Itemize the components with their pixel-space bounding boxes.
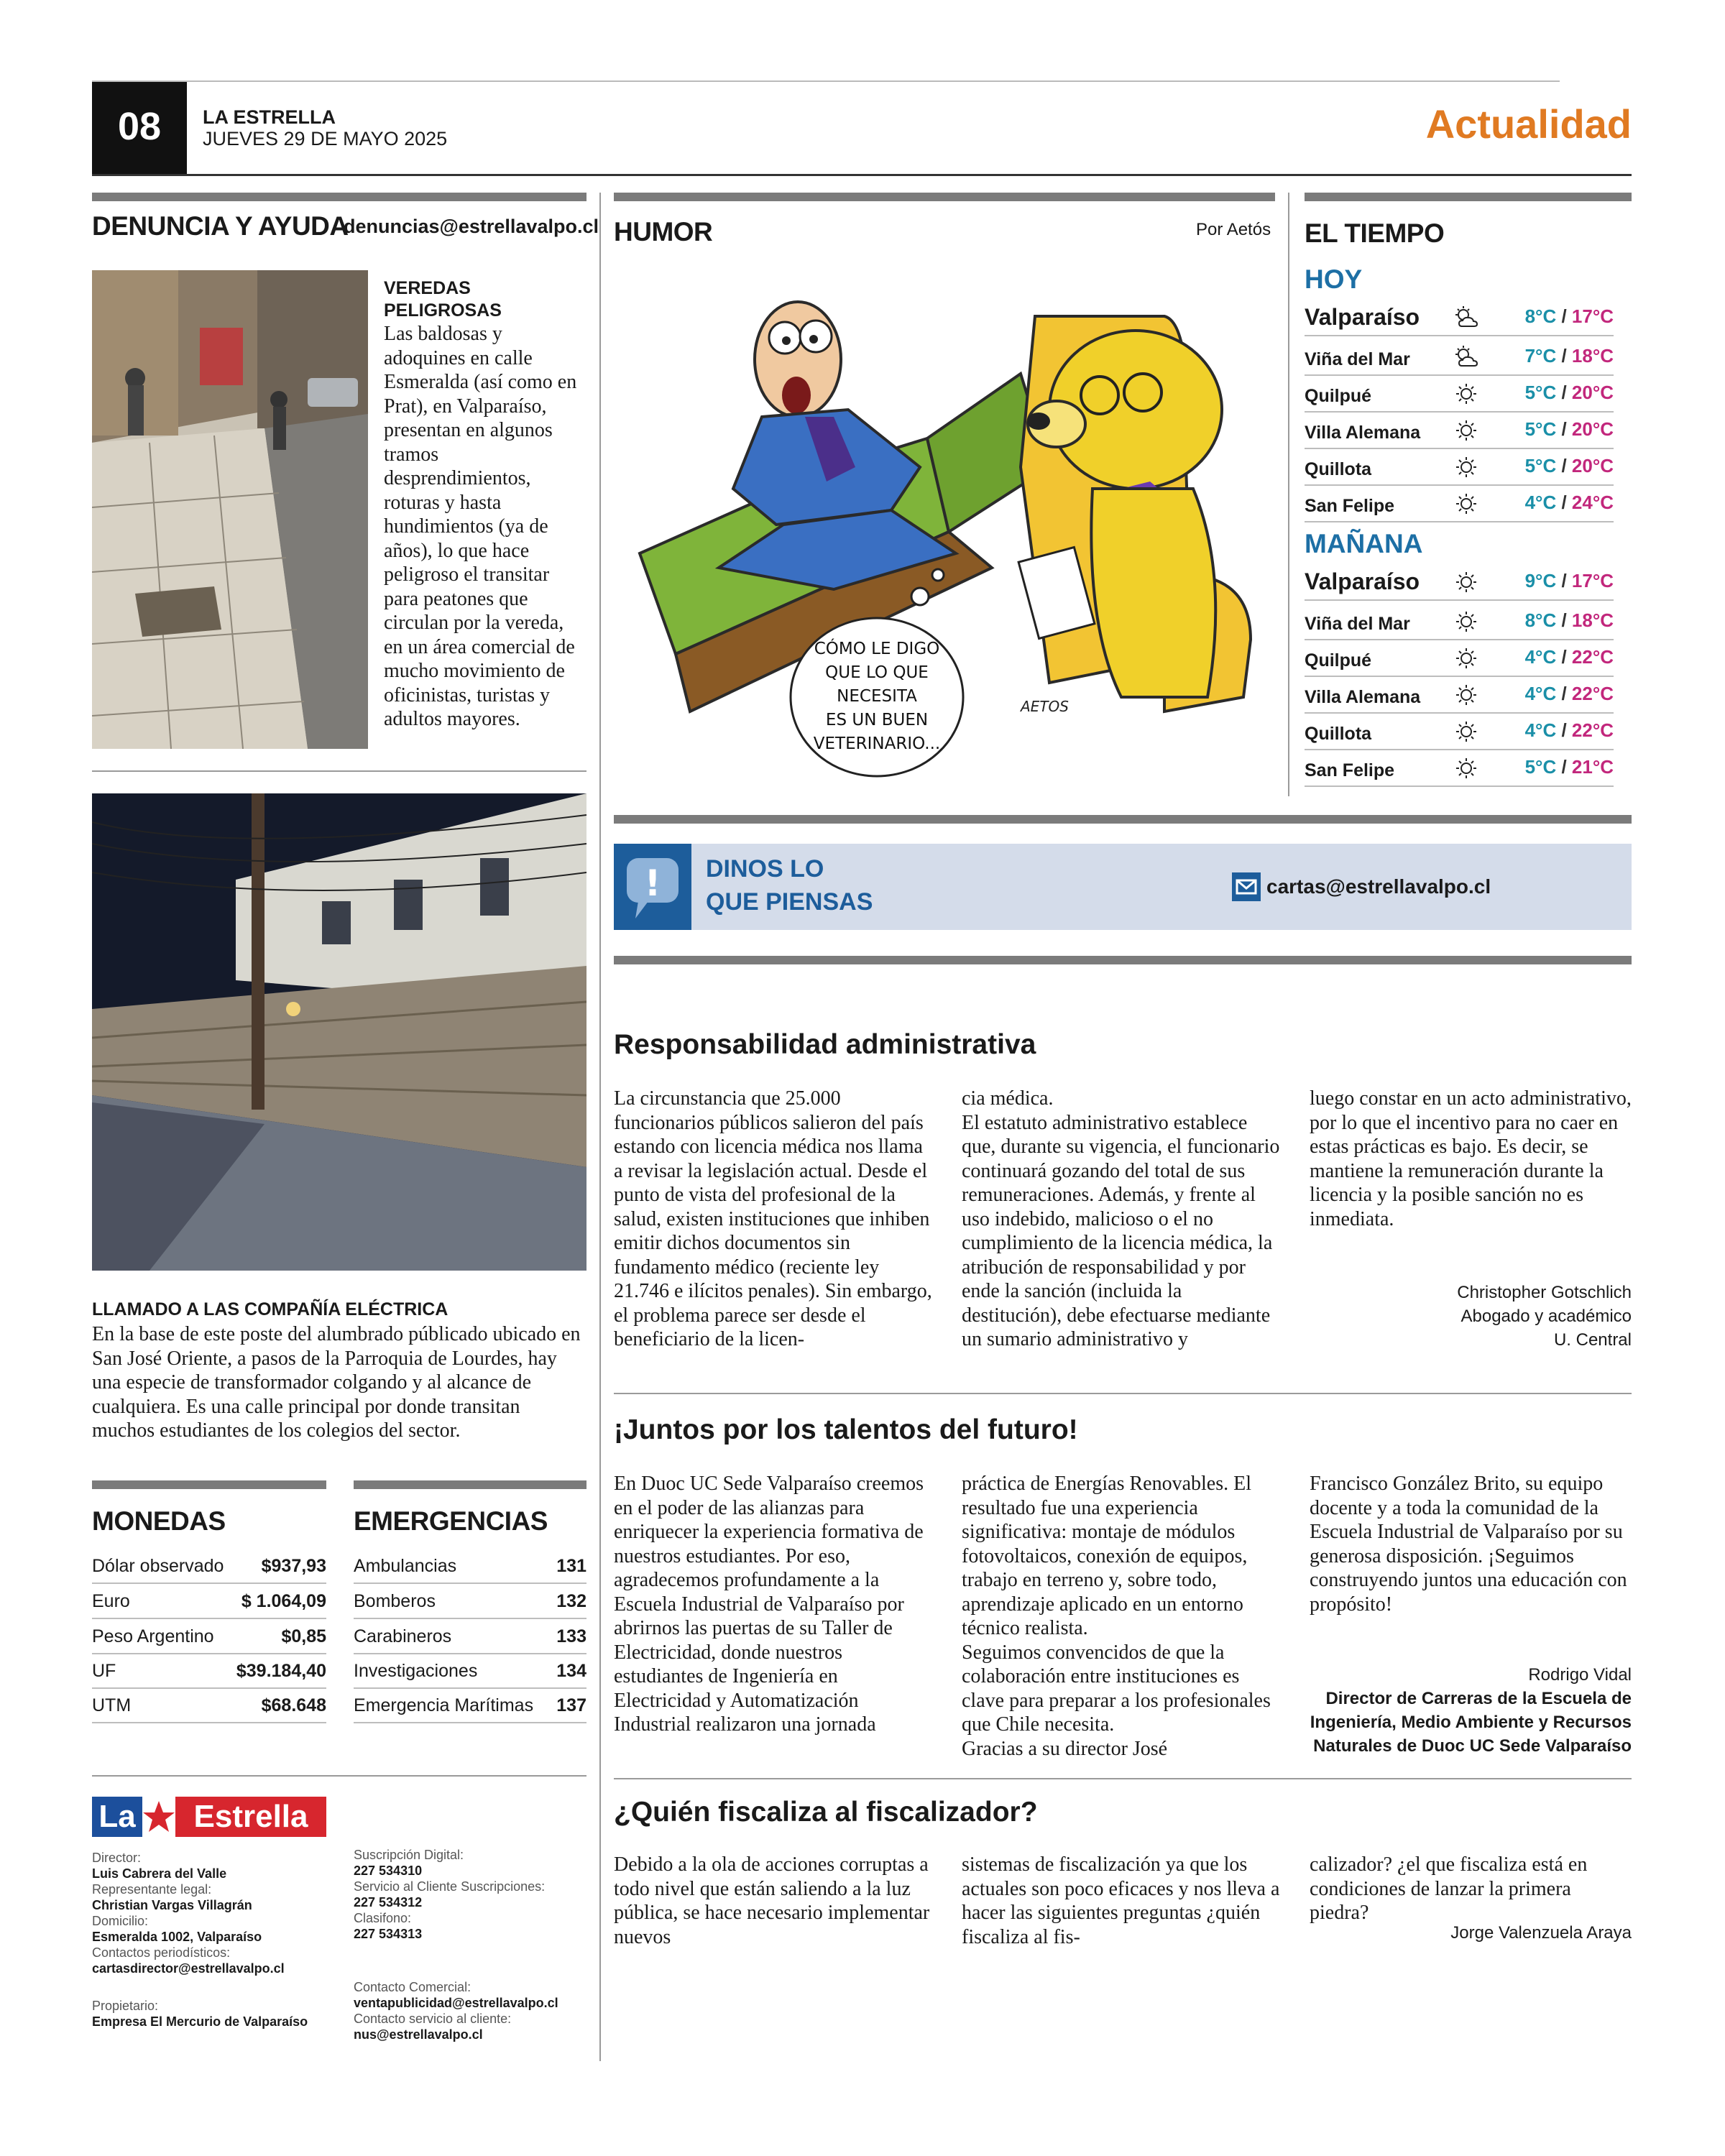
domicilio-label: Domicilio: — [92, 1914, 149, 1928]
moneda-label: Euro — [92, 1591, 130, 1611]
weather-tomorrow-label: MAÑANA — [1305, 529, 1423, 558]
temp-min: 5°C — [1524, 418, 1557, 440]
temp-max: 18°C — [1571, 345, 1614, 367]
sun-icon — [1452, 491, 1481, 517]
llamado-title: LLAMADO A LAS COMPAÑÍA ELÉCTRICA — [92, 1299, 448, 1319]
temp-separator: / — [1556, 418, 1572, 440]
emergencia-number: 137 — [556, 1695, 586, 1715]
page-number: 08 — [117, 105, 162, 148]
comercial-email[interactable]: ventapublicidad@estrellavalpo.cl — [354, 1996, 558, 2010]
temp-separator: / — [1556, 382, 1572, 403]
balloon-line: QUE LO QUE — [825, 663, 929, 682]
clasifono-label: Clasifono: — [354, 1911, 412, 1925]
weather-city: Villa Alemana — [1305, 687, 1421, 707]
temp-max: 21°C — [1571, 756, 1614, 778]
domicilio-value: Esmeralda 1002, Valparaíso — [92, 1930, 262, 1944]
humor-byline: Por Aetós — [1196, 220, 1271, 239]
temp-min: 4°C — [1524, 683, 1557, 704]
temp-separator: / — [1556, 609, 1572, 631]
balloon-line: VETERINARIO... — [813, 734, 941, 753]
letter-signature — [1457, 1281, 1632, 1352]
emergencia-row — [354, 1687, 586, 1723]
issue-date: JUEVES 29 DE MAYO 2025 — [203, 128, 448, 149]
temp-separator: / — [1556, 492, 1572, 513]
temp-separator: / — [1556, 756, 1572, 778]
photo-sidewalk — [92, 270, 368, 749]
dinos-email[interactable]: cartas@estrellavalpo.cl — [1266, 875, 1491, 898]
moneda-row — [92, 1548, 326, 1584]
moneda-row — [92, 1583, 326, 1619]
letter-col: Debido a la ola de acciones corruptas a todo nivel que están saliendo a la luz pública, se hace necesario implementar nuevos — [614, 1853, 930, 1948]
masthead-divider — [92, 1775, 586, 1777]
page-number-box — [92, 82, 187, 174]
cartoon — [618, 252, 1272, 798]
emergencias-title: EMERGENCIAS — [354, 1506, 548, 1536]
weather-row — [1305, 375, 1614, 413]
letter-signature — [1450, 1923, 1632, 1943]
weather-city: San Felipe — [1305, 496, 1395, 516]
moneda-value: $ 1.064,09 — [241, 1591, 326, 1611]
moneda-row — [92, 1618, 326, 1654]
moneda-label: UF — [92, 1661, 116, 1681]
letter-col: cia médica. El estatuto administrativo establece que, durante su vigencia, el funcionario continuará gozando del total de sus remuneraciones. Además, y frente al uso indebido, malicioso o el no cumplimiento de la licencia médica, la atribución de responsabilidad y por ende la sanción (incluida la destitución), debe efectuarse mediante un sumario administrativo y — [962, 1087, 1280, 1350]
emergencia-number: 133 — [556, 1626, 586, 1646]
temp-max: 17°C — [1571, 305, 1614, 327]
weather-city: Villa Alemana — [1305, 423, 1421, 443]
moneda-label: Peso Argentino — [92, 1626, 214, 1646]
letter-divider — [614, 1778, 1632, 1779]
denuncia-email[interactable]: denuncias@estrellavalpo.cl — [344, 216, 599, 237]
temp-min: 9°C — [1524, 570, 1557, 591]
cartoon-signature: AETOS — [1021, 698, 1069, 715]
sun-icon — [1452, 645, 1481, 671]
signature-name: Rodrigo Vidal — [1528, 1665, 1632, 1685]
moneda-value: $0,85 — [281, 1626, 326, 1646]
weather-row — [1305, 713, 1614, 750]
temp-min: 5°C — [1524, 455, 1557, 476]
sun-icon — [1452, 755, 1481, 781]
temp-min: 4°C — [1524, 646, 1557, 668]
weather-row — [1305, 485, 1614, 522]
sun-icon — [1452, 719, 1481, 745]
cliente-label: Contacto servicio al cliente: — [354, 2012, 512, 2026]
left-column-divider — [599, 193, 601, 2061]
letter-divider — [614, 1393, 1632, 1394]
weather-row — [1305, 750, 1614, 787]
sun-icon — [1452, 682, 1481, 708]
emergencia-label: Investigaciones — [354, 1661, 478, 1681]
moneda-label: UTM — [92, 1695, 132, 1715]
weather-temp — [1525, 646, 1614, 668]
alert-icon — [614, 844, 691, 930]
signature-name: Christopher Gotschlich — [1457, 1283, 1632, 1302]
la-estrella-logo — [92, 1797, 326, 1837]
owner-name: Empresa El Mercurio de Valparaíso — [92, 2014, 308, 2029]
letter-col: La circunstancia que 25.000 funcionarios públicos salieron del país estando con licencia médica nos llama a revisar la legislación actual. Desde el punto de vista del profesional de la salud, existen instituciones que inhiben emitir dichos documentos sin fundamento médico (reciente ley 21.746 e ilícitos penales). Sin embargo, el problema parece ser desde el beneficiario de la licen- — [614, 1087, 932, 1350]
letter-title: ¡Juntos por los talentos del futuro! — [614, 1414, 1078, 1445]
star-icon — [142, 1798, 175, 1835]
weather-row — [1305, 295, 1614, 336]
weather-row — [1305, 412, 1614, 449]
weather-temp — [1525, 683, 1614, 705]
temp-min: 4°C — [1524, 719, 1557, 741]
veredas-text: Las baldosas y adoquines en calle Esmeralda (así como en Prat), en Valparaíso, presentan en algunos tramos desprendimientos, roturas y hasta hundimientos (ya de años), lo que hace peligroso el transitar para peatones que circulan por la vereda, en un área comercial de mucho movimiento de oficinistas, turistas y adultos mayores. — [384, 323, 577, 730]
dinos-title-2: QUE PIENSAS — [706, 888, 873, 916]
weather-city: Valparaíso — [1305, 304, 1420, 330]
weather-city: Quilpué — [1305, 386, 1372, 406]
temp-max: 20°C — [1571, 382, 1614, 403]
monedas-top-bar — [92, 1480, 326, 1489]
masthead-right — [354, 1847, 591, 2042]
temp-max: 22°C — [1571, 719, 1614, 741]
weather-title: EL TIEMPO — [1305, 218, 1445, 248]
temp-separator: / — [1556, 570, 1572, 591]
signature-role: Abogado y académico — [1460, 1307, 1632, 1326]
letter-col: práctica de Energías Renovables. El resultado fue una experiencia significativa: montaje de módulos fotovoltaicos, conexión de equipos, trabajo en terreno y, sobre todo, aprendizaje aplicado en un entorno técnico realista. Seguimos convencidos de que la colaboración entre instituciones es clave para preparar a los profesionales que Chile necesita. Gracias a su director José — [962, 1473, 1271, 1760]
logo-estrella: Estrella — [175, 1797, 326, 1837]
sun-icon — [1452, 418, 1481, 443]
weather-city: San Felipe — [1305, 760, 1395, 780]
partly-cloudy-icon — [1452, 305, 1481, 331]
sun-icon — [1452, 609, 1481, 635]
temp-max: 20°C — [1571, 455, 1614, 476]
weather-row — [1305, 559, 1614, 601]
mail-icon — [1232, 872, 1261, 901]
letter-col: En Duoc UC Sede Valparaíso creemos en el poder de las alianzas para enriquecer la experiencia formativa de nuestros estudiantes. Por eso, agradecemos profundamente a la Escuela Industrial de Valparaíso por abrirnos las puertas de su Taller de Electricidad, donde nuestros estudiantes de Ingeniería en Electricidad y Automatización Industrial realizaron una jornada — [614, 1473, 924, 1736]
director-name: Luis Cabrera del Valle — [92, 1866, 227, 1881]
denuncia-divider — [92, 770, 586, 772]
temp-max: 24°C — [1571, 492, 1614, 513]
weather-top-bar — [1305, 193, 1632, 201]
balloon-line: ES UN BUEN — [825, 711, 929, 729]
temp-max: 22°C — [1571, 683, 1614, 704]
humor-top-bar — [614, 193, 1275, 201]
weather-city: Valparaíso — [1305, 568, 1420, 594]
llamado-text: En la base de este poste del alumbrado públicado ubicado en San José Oriente, a pasos de la Parroquia de Lourdes, hay una especie de transformador colgando y al alcance de cualquiera. Es una calle principal por donde transitan muchos estudiantes de los colegios del sector. — [92, 1323, 581, 1442]
temp-separator: / — [1556, 646, 1572, 668]
balloon-line: CÓMO LE DIGO — [814, 640, 940, 658]
paper-name: LA ESTRELLA — [203, 106, 336, 128]
weather-temp — [1525, 719, 1614, 742]
weather-row — [1305, 448, 1614, 486]
temp-max: 22°C — [1571, 646, 1614, 668]
temp-separator: / — [1556, 683, 1572, 704]
weather-temp — [1525, 492, 1614, 514]
temp-min: 8°C — [1524, 609, 1557, 631]
temp-separator: / — [1556, 455, 1572, 476]
sun-icon — [1452, 454, 1481, 480]
moneda-value: $68.648 — [261, 1695, 326, 1715]
letter-title: Responsabilidad administrativa — [614, 1029, 1036, 1060]
letter-col: sistemas de fiscalización ya que los actuales son poco eficaces y nos lleva a hacer las siguientes preguntas ¿quién fiscaliza al fis- — [962, 1853, 1280, 1948]
humor-title: HUMOR — [614, 217, 713, 247]
balloon-line: NECESITA — [837, 687, 917, 706]
letter-col: luego constar en un acto administrativo, por lo que el incentivo para no caer en estas prácticas es bajo. Es decir, se mantiene la remuneración durante la licencia y la posible sanción no es inmediata. — [1310, 1087, 1632, 1230]
temp-separator: / — [1556, 305, 1572, 327]
emergencia-number: 132 — [556, 1591, 586, 1611]
weather-temp — [1525, 418, 1614, 441]
partly-cloudy-icon — [1452, 344, 1481, 370]
moneda-value: $937,93 — [261, 1556, 326, 1576]
alert-mark: ! — [644, 862, 661, 904]
letter-col: Francisco González Brito, su equipo docente y a toda la comunidad de la Escuela Industrial de Valparaíso por su generosa disposición. ¡Seguimos construyendo juntos una educación con propósito! — [1310, 1473, 1627, 1616]
moneda-row — [92, 1653, 326, 1689]
emergencia-row — [354, 1653, 586, 1689]
sun-icon — [1452, 569, 1481, 595]
header-top-rule — [92, 80, 1560, 82]
letter-col: calizador? ¿el que fiscaliza está en condiciones de lanzar la primera piedra? — [1310, 1853, 1588, 1924]
weather-temp — [1525, 382, 1614, 404]
weather-city: Viña del Mar — [1305, 614, 1410, 634]
emergencia-label: Bomberos — [354, 1591, 436, 1611]
weather-temp — [1525, 609, 1614, 632]
weather-row — [1305, 640, 1614, 677]
emergencia-number: 134 — [556, 1661, 586, 1681]
clasifono-phone: 227 534313 — [354, 1927, 423, 1941]
emergencia-row — [354, 1583, 586, 1619]
weather-city: Quillota — [1305, 459, 1372, 479]
emergencia-row — [354, 1548, 586, 1584]
weather-today-label: HOY — [1305, 264, 1363, 294]
header-bottom-rule — [92, 174, 1632, 176]
weather-city: Viña del Mar — [1305, 349, 1410, 369]
signature-role: Ingeniería, Medio Ambiente y Recursos — [1310, 1713, 1632, 1732]
weather-row — [1305, 603, 1614, 640]
letter-title: ¿Quién fiscaliza al fiscalizador? — [614, 1797, 1038, 1828]
emergencia-label: Emergencia Marítimas — [354, 1695, 534, 1715]
comercial-label: Contacto Comercial: — [354, 1980, 472, 1994]
emergencia-number: 131 — [556, 1556, 586, 1576]
temp-separator: / — [1556, 345, 1572, 367]
masthead-left — [92, 1850, 336, 2030]
owner-label: Propietario: — [92, 1999, 159, 2013]
emergencia-label: Carabineros — [354, 1626, 452, 1646]
temp-min: 7°C — [1524, 345, 1557, 367]
section-title: Actualidad — [1425, 101, 1632, 147]
letters-top-bar — [614, 956, 1632, 964]
dinos-top-bar — [614, 815, 1632, 824]
logo-la: La — [92, 1797, 142, 1837]
moneda-value: $39.184,40 — [236, 1661, 326, 1681]
emergencia-label: Ambulancias — [354, 1556, 457, 1576]
temp-separator: / — [1556, 719, 1572, 741]
weather-row — [1305, 676, 1614, 714]
sun-icon — [1452, 381, 1481, 407]
denuncia-top-bar — [92, 193, 586, 201]
contact-email[interactable]: cartasdirector@estrellavalpo.cl — [92, 1961, 285, 1976]
servicio-phone: 227 534312 — [354, 1895, 423, 1909]
dinos-banner — [614, 844, 1632, 930]
temp-min: 5°C — [1524, 382, 1557, 403]
rep-label: Representante legal: — [92, 1882, 212, 1897]
photo-electric-pole — [92, 793, 586, 1271]
weather-divider — [1288, 193, 1289, 796]
temp-max: 18°C — [1571, 609, 1614, 631]
weather-city: Quillota — [1305, 724, 1372, 744]
moneda-row — [92, 1687, 326, 1723]
temp-min: 4°C — [1524, 492, 1557, 513]
signature-role: Director de Carreras de la Escuela de — [1325, 1689, 1632, 1708]
signature-role: U. Central — [1553, 1330, 1632, 1350]
temp-min: 8°C — [1524, 305, 1557, 327]
weather-temp — [1525, 455, 1614, 477]
dinos-title-1: DINOS LO — [706, 855, 824, 883]
monedas-title: MONEDAS — [92, 1506, 226, 1536]
temp-min: 5°C — [1524, 756, 1557, 778]
weather-temp — [1525, 570, 1614, 592]
suscripcion-label: Suscripción Digital: — [354, 1848, 464, 1862]
veredas-title: VEREDAS PELIGROSAS — [384, 278, 502, 321]
suscripcion-phone: 227 534310 — [354, 1864, 423, 1878]
weather-city: Quilpué — [1305, 650, 1372, 671]
signature-role: Naturales de Duoc UC Sede Valparaíso — [1313, 1736, 1632, 1756]
temp-max: 20°C — [1571, 418, 1614, 440]
emergencia-row — [354, 1618, 586, 1654]
moneda-label: Dólar observado — [92, 1556, 224, 1576]
rep-name: Christian Vargas Villagrán — [92, 1898, 252, 1912]
temp-max: 17°C — [1571, 570, 1614, 591]
weather-row — [1305, 338, 1614, 376]
weather-temp — [1525, 756, 1614, 778]
cliente-email[interactable]: nus@estrellavalpo.cl — [354, 2027, 483, 2042]
director-label: Director: — [92, 1851, 142, 1865]
weather-temp — [1525, 305, 1614, 328]
emergencias-top-bar — [354, 1480, 586, 1489]
weather-temp — [1525, 345, 1614, 367]
signature-name: Jorge Valenzuela Araya — [1450, 1923, 1632, 1943]
contact-label: Contactos periodísticos: — [92, 1945, 231, 1960]
denuncia-title: DENUNCIA Y AYUDA — [92, 211, 349, 241]
servicio-label: Servicio al Cliente Suscripciones: — [354, 1879, 546, 1894]
letter-signature — [1310, 1663, 1632, 1758]
